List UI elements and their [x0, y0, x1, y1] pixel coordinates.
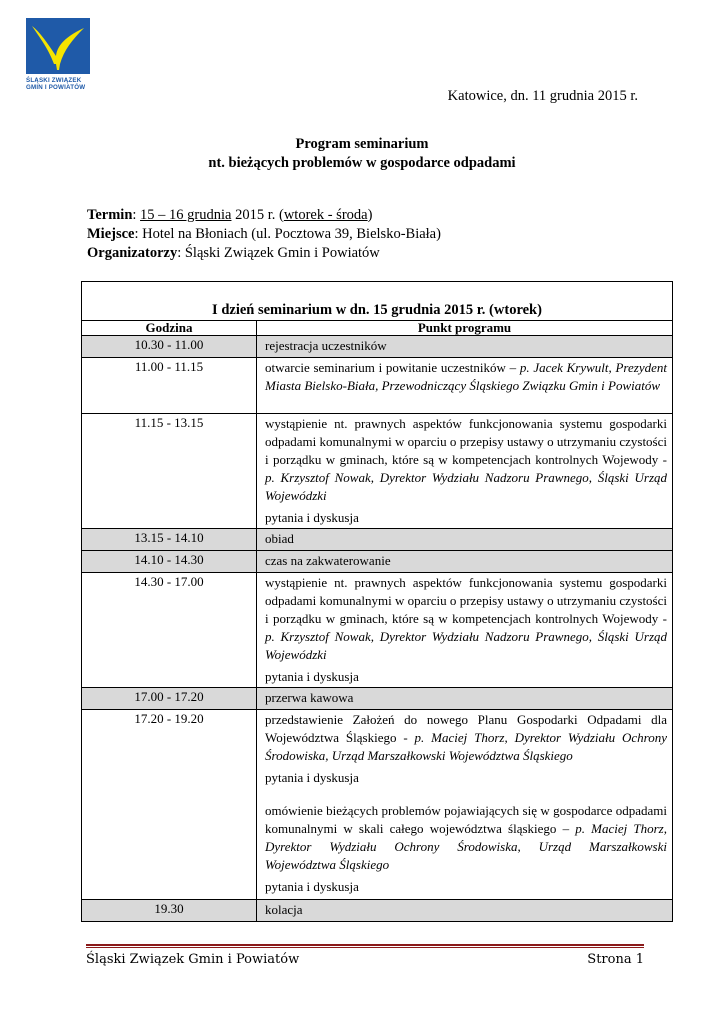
- table-row: 11.15 - 13.15 wystąpienie nt. prawnych aspektów funkcjonowania systemu gospodarki odpadami komunalnymi w oparciu o przepisy ustawy o utrzymaniu czystości i porządku w gminach, które są w kompetencjach kontrolnych Wojewody - p. Krzysztof Nowak, Dyrektor Wydziału Nadzoru Prawnego, Śląski Urząd Wojewódzki pytania i dyskusja: [82, 414, 673, 529]
- footer-divider-thin: [86, 947, 644, 948]
- table-row: 17.20 - 19.20 przedstawienie Założeń do nowego Planu Gospodarki Odpadami dla Województwa Śląskiego - p. Maciej Thorz, Dyrektor Wydziału Ochrony Środowiska, Urząd Marszałkowski Województwa Śląskiego pytania i dyskusja omówienie bieżących problemów pojawiających się w gospodarce odpadami komunalnymi w skali całego województwa śląskiego – p. Maciej Thorz, Dyrektor Wydziału Ochrony Środowiska, Urząd Marszałkowski Województwa Śląskiego pytania i dyskusja: [82, 710, 673, 900]
- footer-organization: Śląski Związek Gmin i Powiatów: [86, 952, 300, 967]
- event-details: [87, 206, 441, 263]
- organization-logo: [26, 18, 90, 98]
- document-subtitle: nt. bieżących problemów w gospodarce odpadami: [208, 155, 516, 171]
- logo-text-line1: ŚLĄSKI ZWIĄZEK: [26, 77, 82, 84]
- table-row: 14.30 - 17.00 wystąpienie nt. prawnych aspektów funkcjonowania systemu gospodarki odpadami komunalnymi w oparciu o przepisy ustawy o utrzymaniu czystości i porządku w gminach, które są w kompetencjach kontrolnych Wojewody - p. Krzysztof Nowak, Dyrektor Wydziału Nadzoru Prawnego, Śląski Urząd Wojewódzki pytania i dyskusja: [82, 573, 673, 688]
- logo-text-line2: GMIN I POWIATÓW: [26, 84, 86, 91]
- logo-emblem-icon: [26, 18, 90, 74]
- table-row: 19.30 kolacja: [82, 900, 673, 922]
- miejsce-line: Miejsce: Hotel na Błoniach (ul. Pocztowa 39, Bielsko-Biała): [87, 226, 441, 242]
- document-date: Katowice, dn. 11 grudnia 2015 r.: [447, 88, 638, 104]
- page-number: Strona 1: [587, 952, 644, 967]
- program-table: [81, 281, 673, 922]
- column-header-program: Punkt programu: [257, 321, 673, 336]
- organizers-line: Organizatorzy: Śląski Związek Gmin i Powiatów: [87, 245, 380, 261]
- termin-line: Termin: 15 – 16 grudnia 2015 r. (wtorek - środa): [87, 207, 373, 223]
- table-row: 11.00 - 11.15 otwarcie seminarium i powitanie uczestników – p. Jacek Krywult, Prezydent Miasta Bielsko-Biała, Przewodniczący Śląskiego Związku Gmin i Powiatów: [82, 358, 673, 414]
- table-row: 13.15 - 14.10 obiad: [82, 529, 673, 551]
- footer-divider: [86, 944, 644, 946]
- table-row: 17.00 - 17.20 przerwa kawowa: [82, 688, 673, 710]
- table-row: 14.10 - 14.30 czas na zakwaterowanie: [82, 551, 673, 573]
- day-title: I dzień seminarium w dn. 15 grudnia 2015 r. (wtorek): [82, 282, 673, 321]
- table-row: 10.30 - 11.00 rejestracja uczestników: [82, 336, 673, 358]
- document-title: Program seminarium: [295, 136, 429, 152]
- column-header-time: Godzina: [82, 321, 257, 336]
